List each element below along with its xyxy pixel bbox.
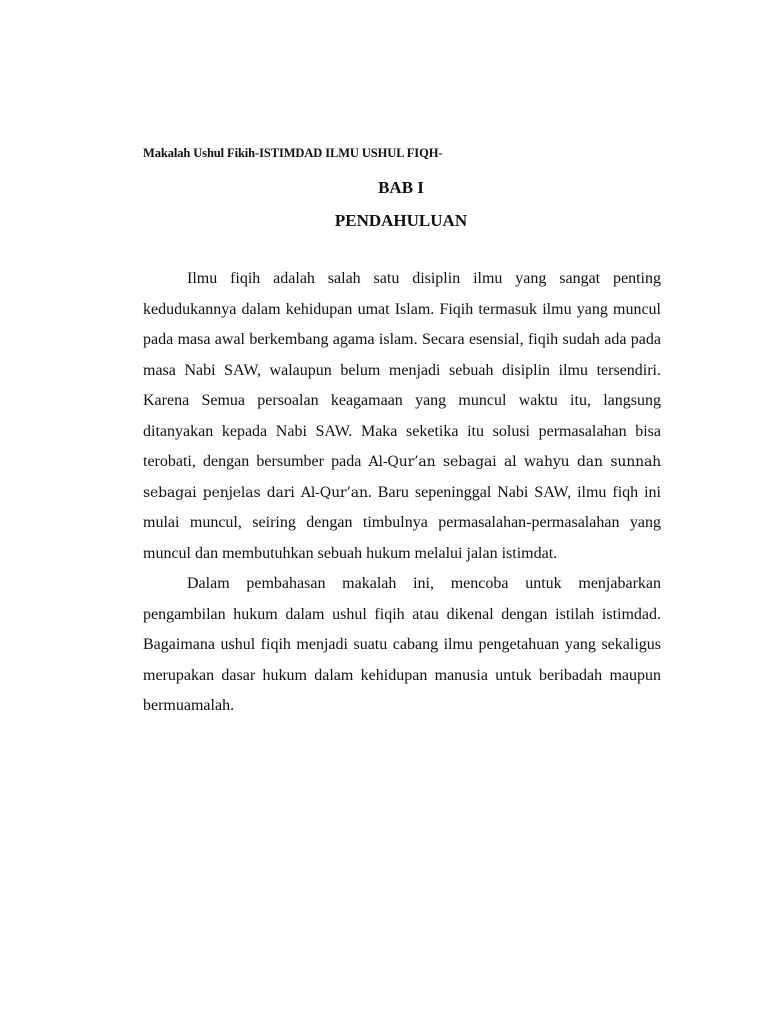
chapter-title: PENDAHULUAN — [334, 211, 468, 230]
paragraph-1-emphasis: Al-Qur’an sebagai al wahyu dan sunnah sebagai penjelas dari Al-Qur’an — [143, 454, 662, 501]
paragraph-1-continuation: . Baru sepeninggal Nabi SAW, ilmu fiqh ini mulai muncul, seiring dengan timbulnya permasalahan-permasalahan yang muncul dan membutuhkan sebuah hukum melalui jalan istimdat. — [143, 483, 661, 562]
paragraph-1-text: Ilmu fiqih adalah salah satu disiplin ilmu yang sangat penting kedudukannya dalam kehidupan umat Islam. Fiqih termasuk ilmu yang muncul pada masa awal berkembang agama islam. Secara esensial, fiqih sudah ada pada masa Nabi SAW, walaupun belum menjadi sebuah disiplin ilmu tersendiri. Karena Semua persoalan keagamaan yang muncul waktu itu, langsung ditanyakan kepada Nabi SAW. Maka seketika itu solusi permasalahan bisa terobati, dengan bersumber pada — [143, 270, 661, 470]
body-text — [143, 264, 661, 722]
chapter-number: BAB I — [378, 178, 424, 197]
paragraph-1 — [143, 264, 661, 569]
document-header: Makalah Ushul Fikih-ISTIMDAD ILMU USHUL FIQH- — [143, 146, 443, 160]
paragraph-2: Dalam pembahasan makalah ini, mencoba untuk menjabarkan pengambilan hukum dalam ushul fiqih atau dikenal dengan istilah istimdad. Bagaimana ushul fiqih menjadi suatu cabang ilmu pengetahuan yang sekaligus merupakan dasar hukum dalam kehidupan manusia untuk beribadah maupun bermuamalah. — [143, 575, 661, 714]
